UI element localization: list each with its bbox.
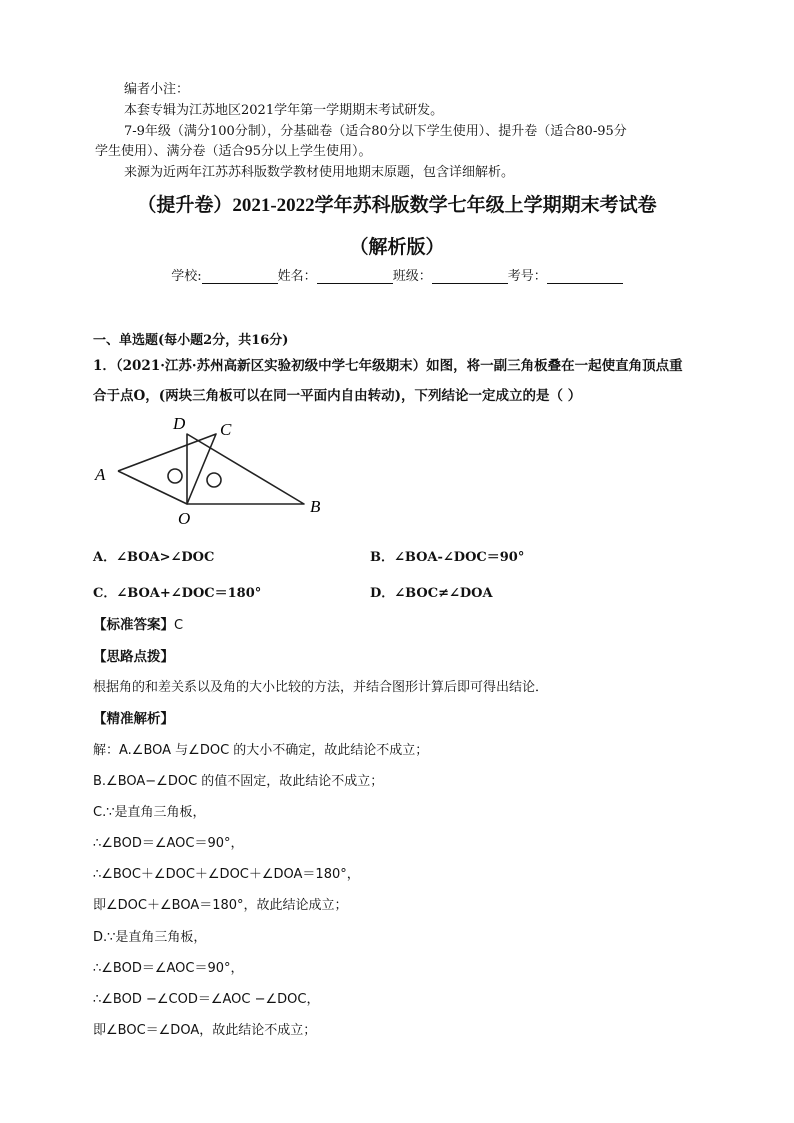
triangle-hole [207, 473, 221, 487]
exam-no-blank [547, 268, 623, 284]
point-label-b: B [310, 497, 321, 516]
section-heading: 一、单选题(每小题2分，共16分) [93, 333, 289, 348]
point-label-a: A [95, 465, 106, 484]
editor-note-line: 来源为近两年江苏苏科版数学教材使用地期末原题，包含详细解析。 [124, 165, 515, 180]
analysis-line: D.∵是直角三角板， [93, 930, 207, 945]
option-d: D．∠BOC≠∠DOA [370, 586, 493, 601]
editor-note-heading: 编者小注： [124, 82, 190, 97]
school-label: 学校: [171, 269, 202, 284]
standard-answer-value: C [174, 618, 184, 633]
document-title: （提升卷）2021-2022学年苏科版数学七年级上学期期末考试卷 [137, 195, 657, 216]
analysis-line: ∴∠BOD＝∠AOC＝90°， [93, 961, 244, 976]
analysis-line: 即∠BOC＝∠DOA，故此结论不成立； [93, 1023, 317, 1038]
name-blank [317, 268, 393, 284]
standard-answer-row [93, 613, 183, 633]
editor-note-line: 学生使用）、满分卷（适合95分以上学生使用）。 [95, 144, 372, 159]
hint-label: 【思路点拨】 [93, 649, 174, 665]
class-blank [432, 268, 508, 284]
analysis-line: B.∠BOA−∠DOC 的值不固定，故此结论不成立； [93, 774, 384, 789]
document-subtitle: （解析版） [349, 237, 445, 258]
name-label: 姓名： [277, 269, 317, 284]
option-a: A．∠BOA>∠DOC [93, 550, 215, 565]
point-label-d: D [173, 414, 186, 433]
editor-note-line: 本套专辑为江苏地区2021学年第一学期期末考试研发。 [124, 103, 444, 118]
exam-no-label: 考号： [507, 269, 547, 284]
analysis-line: ∴∠BOD＝∠AOC＝90°， [93, 836, 244, 851]
triangle-figure [90, 410, 335, 530]
standard-answer-label: 【标准答案】 [93, 617, 174, 633]
point-label-o: O [178, 509, 191, 528]
triangle-dob [187, 434, 304, 504]
analysis-label: 【精准解析】 [93, 711, 174, 727]
analysis-line: C.∵是直角三角板， [93, 805, 206, 820]
triangle-aco [118, 434, 216, 504]
class-label: 班级： [392, 269, 432, 284]
analysis-line: ∴∠BOD −∠COD＝∠AOC −∠DOC， [93, 992, 320, 1007]
option-b: B．∠BOA-∠DOC＝90° [370, 550, 525, 565]
student-info-row [0, 265, 794, 284]
triangle-hole [168, 469, 182, 483]
hint-text: 根据角的和差关系以及角的大小比较的方法，并结合图形计算后即可得出结论． [93, 680, 549, 695]
analysis-line: ∴∠BOC＋∠DOC＋∠DOC＋∠DOA＝180°， [93, 867, 360, 882]
point-label-c: C [220, 420, 232, 439]
school-blank [202, 268, 278, 284]
question-1-text: 1．（2021·江苏·苏州高新区实验初级中学七年级期末）如图，将一副三角板叠在一起使直角顶点重 [93, 358, 683, 374]
editor-note-line: 7-9年级（满分100分制），分基础卷（适合80分以下学生使用）、提升卷（适合80-95分 [124, 124, 627, 139]
analysis-line: 解：A.∠BOA 与∠DOC 的大小不确定，故此结论不成立； [93, 743, 429, 758]
option-c: C．∠BOA+∠DOC＝180° [93, 586, 262, 601]
analysis-line: 即∠DOC＋∠BOA＝180°，故此结论成立； [93, 898, 348, 913]
question-1-text: 合于点O，(两块三角板可以在同一平面内自由转动)，下列结论一定成立的是（ ） [93, 388, 582, 404]
